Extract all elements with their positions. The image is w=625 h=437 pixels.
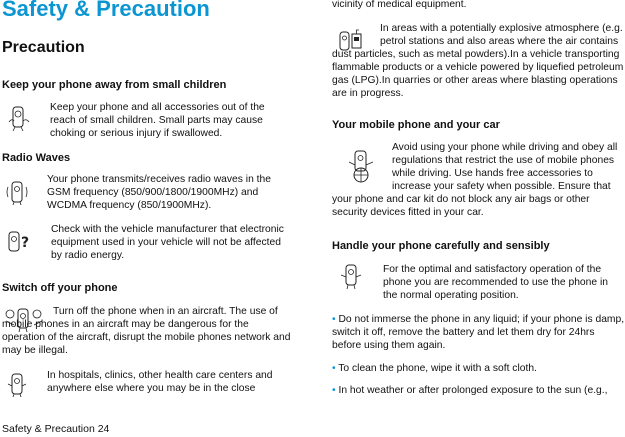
heading-car: Your mobile phone and your car — [332, 119, 500, 131]
heading-switch-off: Switch off your phone — [2, 282, 118, 294]
paragraph-car-text: Avoid using your phone while driving and obey all regulations that restrict the use of mobile phones while driving. Use hands free accessories to increase your safety when possible. Ensure that your phone and car kit do not block any air bags or other security devices fitted in your car. — [332, 142, 618, 218]
paragraph-hospitals: In hospitals, clinics, other health care centers and anywhere else where you may be in the close — [47, 370, 273, 394]
page-title: Safety & Precaution — [2, 0, 210, 21]
page-footer: Safety & Precaution 24 — [2, 423, 110, 435]
bullet-marker: • — [332, 363, 336, 374]
heading-radio-waves: Radio Waves — [2, 152, 71, 164]
phone-handle-icon — [338, 262, 364, 290]
heading-handle: Handle your phone carefully and sensibly — [332, 240, 550, 252]
bullet-liquid-text: Do not immerse the phone in any liquid; if your phone is damp, switch it off, remove the battery and let them dry for 24hrs before using them again. — [332, 314, 625, 351]
paragraph-aircraft — [2, 305, 292, 357]
paragraph-car — [332, 141, 625, 219]
heading-small-children: Keep your phone away from small children — [2, 79, 227, 91]
bullet-liquid — [332, 313, 625, 352]
paragraph-handle: For the optimal and satisfactory operation of the phone you are recommended to use the phone in the normal operating position. — [383, 264, 608, 301]
phone-question-icon — [6, 227, 32, 255]
bullet-marker: • — [332, 314, 336, 325]
paragraph-explosive — [332, 22, 625, 100]
phone-hospital-icon — [4, 370, 30, 398]
paragraph-vehicle: Check with the vehicle manufacturer that electronic equipment used in your vehicle will not be affected by radio energy. — [51, 224, 284, 261]
bullet-marker: • — [332, 385, 336, 396]
paragraph-aircraft-text: Turn off the phone when in an aircraft. The use of mobile phones in an aircraft may be dangerous for the operation of the aircraft, disrupt the mobile phones network and may be illegal. — [2, 306, 291, 356]
bullet-clean-text: To clean the phone, wipe it with a soft cloth. — [335, 363, 537, 374]
section-title: Precaution — [2, 39, 85, 56]
bullet-hot — [332, 384, 625, 397]
svg-text:?: ? — [21, 235, 30, 251]
phone-radio-icon — [4, 178, 30, 206]
paragraph-radio-waves: Your phone transmits/receives radio waves in the GSM frequency (850/900/1800/1900MHz) and WCDMA frequency (850/1900MHz). — [47, 174, 271, 211]
bullet-hot-text: In hot weather or after prolonged exposure to the sun (e.g., — [335, 385, 608, 396]
paragraph-small-children: Keep your phone and all accessories out of the reach of small children. Small parts may cause choking or serious injury if swallowed. — [50, 102, 265, 139]
bullet-clean — [332, 362, 625, 375]
paragraph-explosive-text: In areas with a potentially explosive atmosphere (e.g. petrol stations and also areas where the air contains dust particles, such as metal powders).In a vehicle transporting flammable products or a vehicle powered by liquefied petroleum gas (LPG).In quarries or other areas where blasting operations are in progress. — [332, 23, 624, 99]
phone-child-icon — [6, 104, 32, 132]
paragraph-medical: vicinity of medical equipment. — [332, 0, 467, 10]
